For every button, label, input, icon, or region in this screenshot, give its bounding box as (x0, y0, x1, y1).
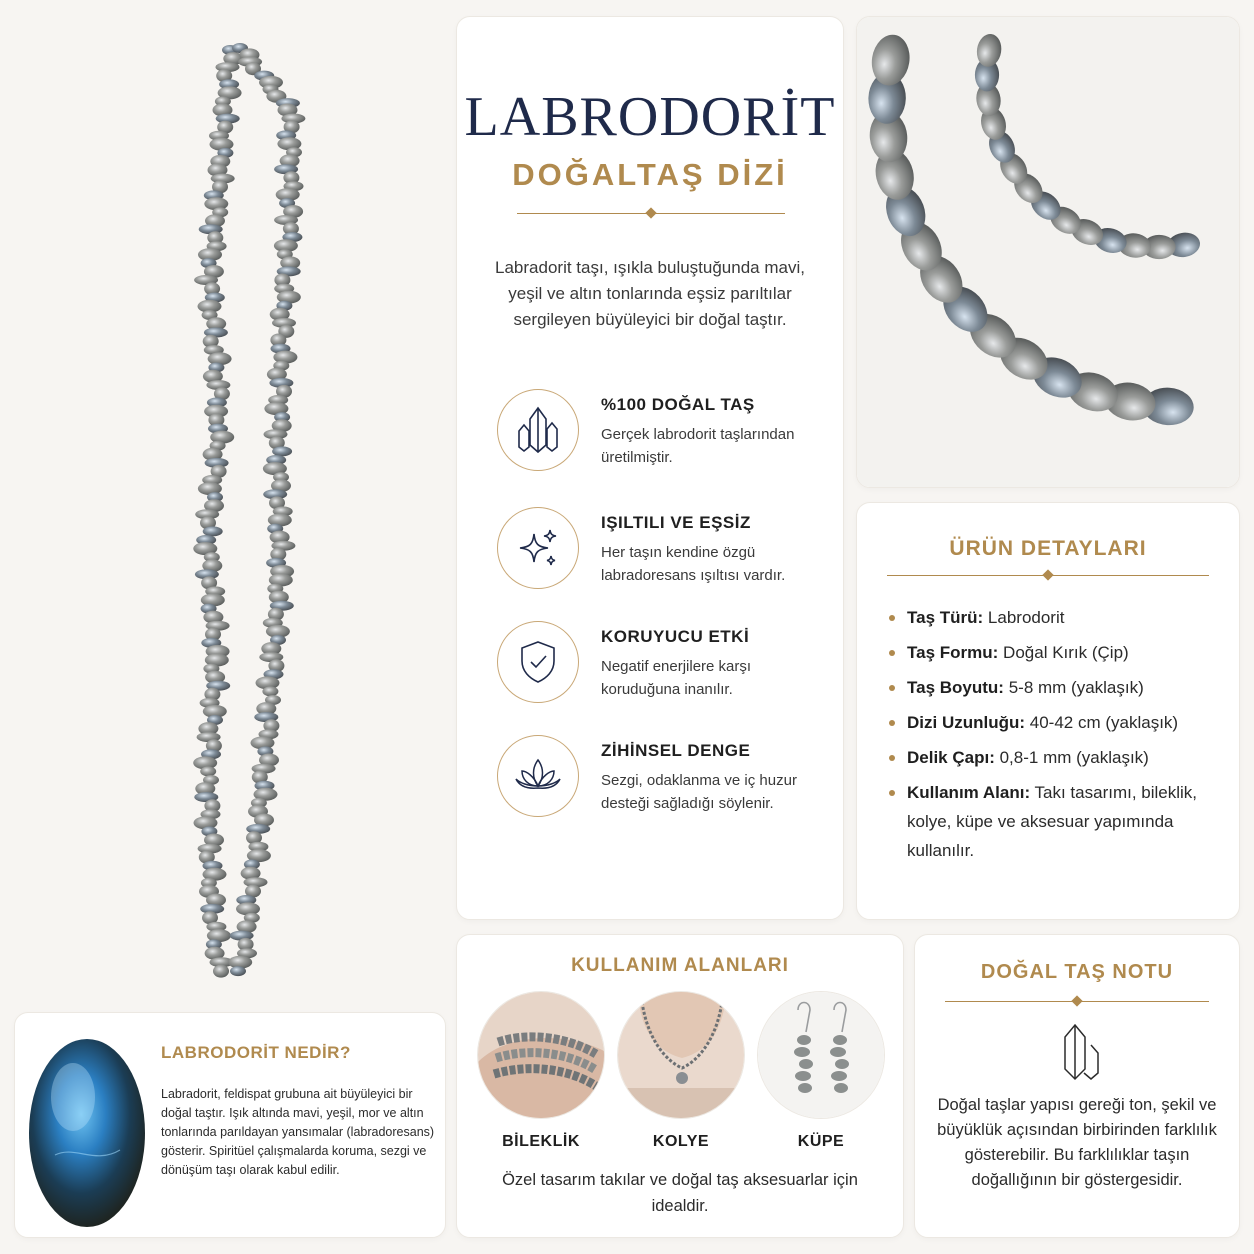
page-subtitle: DOĞALTAŞ DİZİ (512, 157, 788, 192)
what-is-panel (14, 1012, 446, 1238)
detail-item (887, 638, 1217, 667)
feature-title: KORUYUCU ETKİ (601, 627, 750, 646)
bead (200, 766, 216, 776)
usage-label: BİLEKLİK (502, 1133, 580, 1150)
hero-description: Labradorit taşı, ışıkla buluştuğunda mavi, yeşil ve altın tonlarında eşsiz parıltılar sergileyen büyüleyici bir doğal taştır. (495, 258, 805, 329)
feature-natural-stone (497, 389, 817, 479)
detail-value: 0,8-1 mm (yaklaşık) (999, 748, 1149, 767)
usage-areas-panel (456, 934, 904, 1238)
bead (203, 526, 223, 536)
usage-item-necklace (611, 991, 751, 1161)
bead (213, 965, 229, 978)
product-details-panel (856, 502, 1240, 920)
usage-text: Özel tasarım takılar ve doğal taş aksesuarlar için idealdir. (502, 1171, 858, 1215)
sparkle-icon (497, 507, 579, 589)
usage-label: KÜPE (797, 1133, 845, 1150)
page-title: LABRODORİT (464, 86, 836, 148)
note-title: DOĞAL TAŞ NOTU (980, 961, 1174, 983)
bead (230, 966, 246, 976)
shield-check-icon (497, 621, 579, 703)
stone-note-panel (914, 934, 1240, 1238)
feature-sparkle (497, 507, 817, 597)
bracelet-photo (477, 991, 605, 1119)
divider-diamond (1071, 995, 1082, 1006)
usage-item-earring (751, 991, 891, 1161)
details-list (887, 603, 1217, 871)
detail-label: Taş Formu: (907, 643, 999, 662)
detail-item (887, 778, 1217, 865)
detail-item (887, 673, 1217, 702)
feature-title: IŞILTILI VE EŞSİZ (601, 513, 751, 532)
detail-value: 5-8 mm (yaklaşık) (1008, 678, 1144, 697)
crystal-icon (1053, 1021, 1103, 1088)
detail-value: Takı tasarımı, bileklik, kolye, küpe ve aksesuar yapımında kullanılır. (907, 783, 1198, 860)
feature-description: Negatif enerjilere karşı koruduğuna inanılır. (601, 658, 752, 698)
detail-value: Labrodorit (987, 608, 1065, 627)
detail-label: Kullanım Alanı: (907, 783, 1031, 802)
details-title: ÜRÜN DETAYLARI (949, 537, 1147, 560)
divider-diamond (645, 207, 656, 218)
feature-title: ZİHİNSEL DENGE (601, 741, 751, 760)
necklace-closeup-photo (856, 16, 1240, 488)
necklace-photo (617, 991, 745, 1119)
detail-item (887, 743, 1217, 772)
feature-title: %100 DOĞAL TAŞ (601, 395, 755, 414)
detail-item (887, 708, 1217, 737)
bead (272, 446, 292, 456)
necklace-product-image (150, 20, 350, 1010)
detail-value: Doğal Kırık (Çip) (1003, 643, 1129, 662)
closeup-beads-graphic (857, 17, 1240, 488)
feature-description: Gerçek labrodorit taşlarından üretilmiştir. (601, 426, 795, 466)
lotus-icon (497, 735, 579, 817)
feature-description: Her taşın kendine özgü labradoresans ışıltısı vardır. (601, 544, 786, 584)
note-text: Doğal taşlar yapısı gereği ton, şekil ve büyüklük açısından birbirinden farklılık gösterebilir. Bu farklılıklar taşın doğallığının bir göstergesidir. (937, 1096, 1217, 1189)
hero-panel (456, 16, 844, 920)
detail-value: 40-42 cm (yaklaşık) (1029, 713, 1179, 732)
usage-title: KULLANIM ALANLARI (571, 955, 789, 976)
crystal-icon (497, 389, 579, 471)
detail-label: Taş Boyutu: (907, 678, 1004, 697)
bead (262, 686, 278, 696)
usage-item-bracelet (471, 991, 611, 1161)
feature-mental-balance (497, 735, 817, 825)
feature-description: Sezgi, odaklanma ve iç huzur desteği sağladığı söylenir. (601, 772, 797, 812)
detail-label: Dizi Uzunluğu: (907, 713, 1026, 732)
divider-diamond (1042, 569, 1053, 580)
detail-item (887, 603, 1217, 632)
necklace-beads-graphic (150, 20, 350, 1010)
usage-label: KOLYE (652, 1133, 710, 1150)
detail-label: Taş Türü: (907, 608, 984, 627)
feature-protective (497, 621, 817, 711)
what-is-title: LABRODORİT NEDİR? (161, 1043, 351, 1062)
what-is-text: Labradorit, feldispat grubuna ait büyüleyici bir doğal taştır. Işık altında mavi, yeşil, mor ve altın tonlarında parıldayan yansımalar (labradoresans) gösterir. Spiritüel çalışmalarda koruma, sezgi ve dönüşüm taşı olarak kabul edilir. (161, 1087, 435, 1177)
detail-label: Delik Çapı: (907, 748, 995, 767)
labradorite-cabochon-image (25, 1035, 149, 1231)
earring-photo (757, 991, 885, 1119)
